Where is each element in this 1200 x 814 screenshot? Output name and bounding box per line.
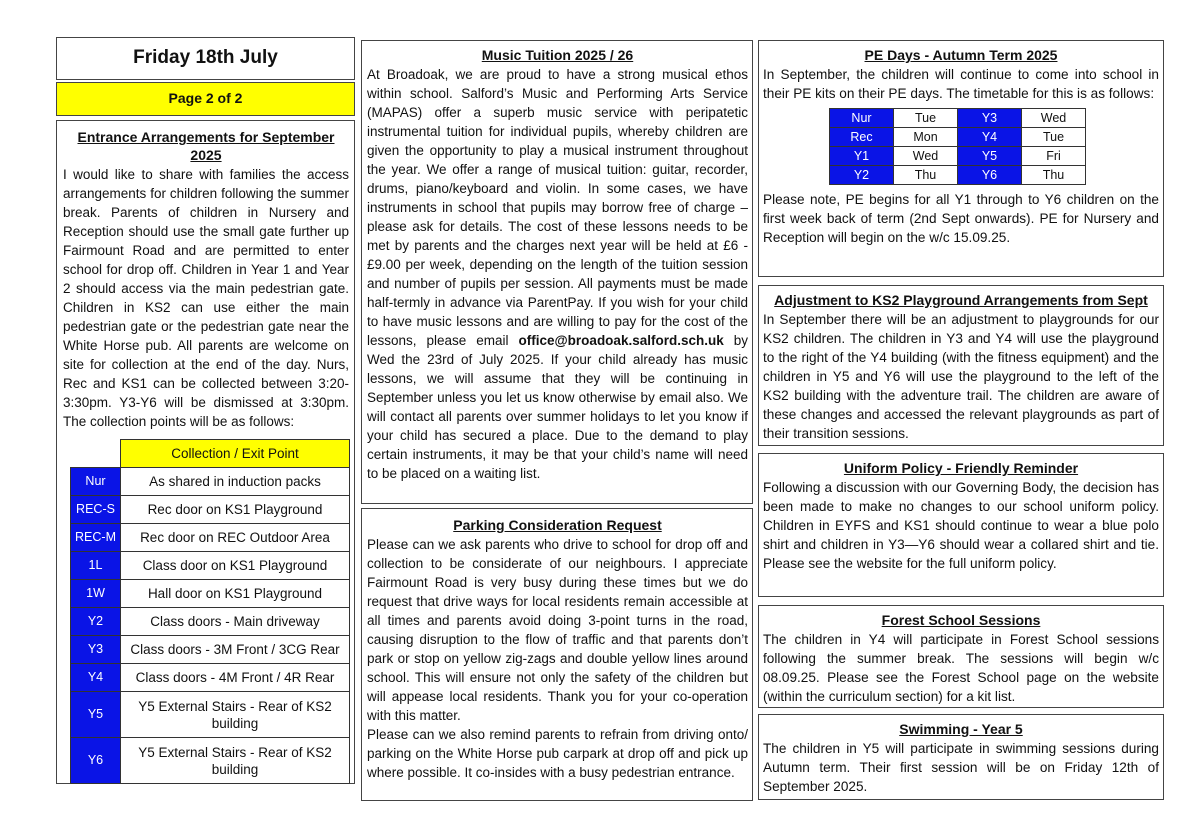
collection-row-code: Y3 — [71, 636, 121, 664]
music-heading: Music Tuition 2025 / 26 — [481, 47, 634, 63]
entrance-heading: Entrance Arrangements for September 2025 — [77, 129, 335, 163]
pe-day: Thu — [1022, 166, 1086, 185]
pe-day: Mon — [894, 128, 958, 147]
pe-class: Y4 — [958, 128, 1022, 147]
swimming-section — [758, 714, 1164, 800]
swimming-heading: Swimming - Year 5 — [899, 721, 1023, 737]
pe-row — [830, 147, 1086, 166]
parking-section — [361, 508, 753, 801]
ks2-section — [758, 285, 1164, 446]
collection-row-point: Hall door on KS1 Playground — [121, 580, 350, 608]
collection-row — [71, 524, 350, 552]
music-text — [367, 65, 748, 483]
parking-heading: Parking Consideration Request — [453, 517, 662, 533]
pe-class: Y3 — [958, 109, 1022, 128]
collection-row-code: Y4 — [71, 664, 121, 692]
pe-class: Y2 — [830, 166, 894, 185]
pe-day: Wed — [894, 147, 958, 166]
uniform-heading: Uniform Policy - Friendly Reminder — [843, 460, 1079, 476]
collection-row — [71, 636, 350, 664]
pe-class: Y1 — [830, 147, 894, 166]
pe-row — [830, 166, 1086, 185]
pe-row — [830, 128, 1086, 147]
collection-row — [71, 552, 350, 580]
collection-row — [71, 692, 350, 738]
music-email-link[interactable]: office@broadoak.salford.sch.uk — [518, 333, 724, 348]
collection-row-point: Class doors - Main driveway — [121, 608, 350, 636]
parking-text-1: Please can we ask parents who drive to school for drop off and collection to be considerate of our neighbours. I appreciate Fairmount Road is very busy during these times but we do request that drive ways for local residents remain accessible at all times and parents avoid doing 3-point turns in the road, causing disruption to the flow of traffic and that parents don’t park or stop on yellow zig-zags and double yellow lines around school. This will ensure not only the safety of the children but will appease local residents. Thank you for your co-operation with this matter. — [367, 537, 748, 723]
collection-row-point: Rec door on KS1 Playground — [121, 496, 350, 524]
pe-intro: In September, the children will continue to come into school in their PE kits on their PE days. The timetable for this is as follows: — [763, 67, 1159, 101]
pe-row — [830, 109, 1086, 128]
pe-heading: PE Days - Autumn Term 2025 — [864, 47, 1058, 63]
forest-text: The children in Y4 will participate in Forest School sessions following the summer break. The sessions will begin w/c 08.09.25. Please see the Forest School page on the website (within the curriculum section) for a kit list. — [763, 632, 1159, 704]
pe-day: Tue — [1022, 128, 1086, 147]
entrance-section — [56, 120, 355, 784]
music-text-part2: by Wed the 23rd of July 2025. If your child already has music lessons, we will assume that they will be continuing in September unless you let us know otherwise by email also. We will contact all parents over summer holidays to let you know if your child has secured a place. Due to the demand to play certain instruments, it may be that your child’s name will need to be placed on a waiting list. — [367, 333, 748, 481]
collection-row-code: REC-M — [71, 524, 121, 552]
collection-header-blank — [71, 440, 121, 468]
page-indicator-text: Page 2 of 2 — [168, 90, 243, 106]
collection-row — [71, 468, 350, 496]
pe-class: Y6 — [958, 166, 1022, 185]
parking-text-2: Please can we also remind parents to refrain from driving onto/ parking on the White Horse pub carpark at drop off and pick up where possible. It co-insides with a busy pedestrian entrance. — [367, 727, 748, 780]
collection-row-code: Y2 — [71, 608, 121, 636]
collection-row-point: Y5 External Stairs - Rear of KS2 building — [121, 692, 350, 738]
collection-row-code: Y6 — [71, 738, 121, 784]
forest-section — [758, 605, 1164, 708]
forest-heading: Forest School Sessions — [881, 612, 1041, 628]
pe-class: Y5 — [958, 147, 1022, 166]
date-title — [56, 37, 355, 80]
collection-row-code: 1L — [71, 552, 121, 580]
ks2-text: In September there will be an adjustment to playgrounds for our KS2 children. The children in Y3 and Y4 will use the playground to the right of the Y4 building (with the fitness equipment) and the children in Y5 and Y6 will use the playground to the left of the KS2 building with the adventure trail. The children are aware of these changes and accessed the relevant playgrounds as part of their transition sessions. — [763, 312, 1159, 441]
entrance-text: I would like to share with families the access arrangements for children following the summer break. Parents of children in Nursery and Reception should use the small gate further up Fairmount Road and are permitted to enter school for drop off. Children in Year 1 and Year 2 should access via the main pedestrian gate. Children in KS2 can use either the main pedestrian gate or the pedestrian gate near the White Horse pub. All parents are welcome on site for collection at the end of the day. Nurs, Rec and KS1 can be collected between 3:20-3:30pm. Y3-Y6 will be dismissed at 3:30pm. The collection points will be as follows: — [63, 167, 349, 429]
collection-table — [70, 439, 350, 784]
ks2-heading: Adjustment to KS2 Playground Arrangements from Sept — [774, 292, 1148, 308]
pe-class: Nur — [830, 109, 894, 128]
collection-row-code: 1W — [71, 580, 121, 608]
music-section — [361, 40, 753, 504]
pe-day: Thu — [894, 166, 958, 185]
uniform-text: Following a discussion with our Governing Body, the decision has been made to make no changes to our school uniform policy. Children in EYFS and KS1 should continue to wear a blue polo shirt and children in Y3—Y6 should wear a collared shirt and tie. Please see the website for the full uniform policy. — [763, 480, 1159, 571]
collection-row-point: As shared in induction packs — [121, 468, 350, 496]
swimming-text: The children in Y5 will participate in swimming sessions during Autumn term. Their first session will be on Friday 12th of September 2025. — [763, 741, 1159, 794]
collection-row — [71, 608, 350, 636]
date-title-text: Friday 18th July — [133, 47, 278, 68]
collection-row-point: Class doors - 4M Front / 4R Rear — [121, 664, 350, 692]
pe-class: Rec — [830, 128, 894, 147]
pe-section — [758, 40, 1164, 277]
collection-row — [71, 664, 350, 692]
collection-row-point: Class door on KS1 Playground — [121, 552, 350, 580]
uniform-section — [758, 453, 1164, 597]
collection-row-code: REC-S — [71, 496, 121, 524]
collection-row-code: Y5 — [71, 692, 121, 738]
collection-row — [71, 738, 350, 784]
page-indicator — [56, 82, 355, 116]
pe-day: Tue — [894, 109, 958, 128]
music-text-part1: At Broadoak, we are proud to have a strong musical ethos within school. Salford’s Music and Performing Arts Service (MAPAS) offer a superb music service with peripatetic instrumental tuition for individual pupils, whereby children are given the opportunity to play a musical instrument throughout the year. We offer a range of musical tuition: guitar, recorder, drums, piano/keyboard and violin. In some cases, we have instruments in school that pupils may borrow free of charge – please ask for details. The cost of these lessons needs to be met by parents and the charges next year will be held at £6 - £9.00 per week, depending on the length of the tuition session and number of pupils per session. All payments must be made half-termly in advance via ParentPay. If you wish for your child to have music lessons and are willing to pay for the cost of the lessons, please email — [367, 67, 748, 348]
pe-day: Wed — [1022, 109, 1086, 128]
pe-timetable — [829, 108, 1086, 185]
pe-day: Fri — [1022, 147, 1086, 166]
collection-row — [71, 580, 350, 608]
collection-row-point: Rec door on REC Outdoor Area — [121, 524, 350, 552]
collection-row-point: Class doors - 3M Front / 3CG Rear — [121, 636, 350, 664]
pe-note: Please note, PE begins for all Y1 through to Y6 children on the first week back of term (2nd Sept onwards). PE for Nursery and Reception will begin on the w/c 15.09.25. — [763, 192, 1159, 245]
collection-row-point: Y5 External Stairs - Rear of KS2 building — [121, 738, 350, 784]
collection-row — [71, 496, 350, 524]
collection-header: Collection / Exit Point — [121, 440, 350, 468]
collection-row-code: Nur — [71, 468, 121, 496]
